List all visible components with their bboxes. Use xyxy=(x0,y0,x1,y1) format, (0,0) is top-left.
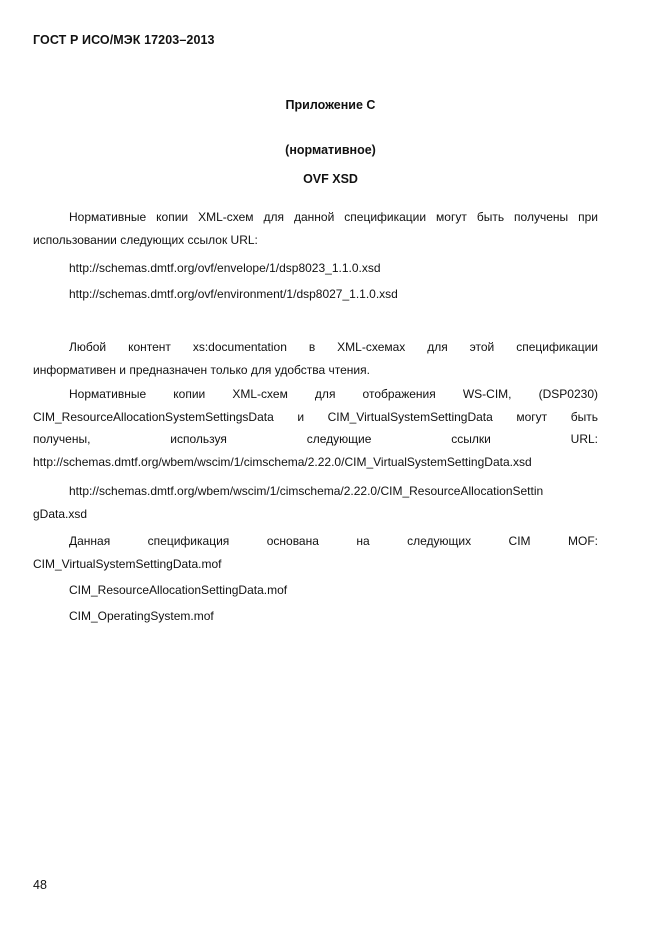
paragraph-1 xyxy=(33,206,598,251)
paragraph-3-line-3: получены, используя следующие ссылки URL: xyxy=(33,432,598,446)
appendix-heading: OVF XSD xyxy=(303,172,358,186)
paragraph-2 xyxy=(33,336,598,381)
url-resource-allocation-link-line-1[interactable]: http://schemas.dmtf.org/wbem/wscim/1/cimschema/2.22.0/CIM_ResourceAllocationSettin xyxy=(69,484,544,498)
paragraph-1-line-2: использовании следующих ссылок URL: xyxy=(33,232,258,247)
paragraph-4 xyxy=(33,480,598,525)
page-number: 48 xyxy=(33,878,47,892)
document-header: ГОСТ Р ИСО/МЭК 17203–2013 xyxy=(33,33,215,47)
url-virtual-system-link[interactable]: http://schemas.dmtf.org/wbem/wscim/1/cimschema/2.22.0/CIM_VirtualSystemSettingData.xsd xyxy=(33,454,532,469)
url-environment-link[interactable]: http://schemas.dmtf.org/ovf/environment/1/dsp8027_1.1.0.xsd xyxy=(69,287,398,301)
paragraph-5-line-2: CIM_VirtualSystemSettingData.mof xyxy=(33,556,222,571)
paragraph-2-line-1: Любой контент xs:documentation в XML-схемах для этой спецификации xyxy=(69,340,598,354)
mof-resource-allocation: CIM_ResourceAllocationSettingData.mof xyxy=(69,583,288,597)
appendix-title: Приложение С xyxy=(285,98,376,112)
url-envelope-link[interactable]: http://schemas.dmtf.org/ovf/envelope/1/dsp8023_1.1.0.xsd xyxy=(69,261,381,275)
paragraph-2-line-2: информативен и предназначен только для удобства чтения. xyxy=(33,362,370,377)
paragraph-3-line-2: CIM_ResourceAllocationSystemSettingsData и CIM_VirtualSystemSettingData могут быть xyxy=(33,409,598,424)
paragraph-3-line-1: Нормативные копии XML-схем для отображения WS-CIM, (DSP0230) xyxy=(69,387,598,401)
paragraph-5 xyxy=(33,530,598,575)
mof-operating-system: CIM_OperatingSystem.mof xyxy=(69,609,214,623)
paragraph-5-line-1: Данная спецификация основана на следующих CIM MOF: xyxy=(69,534,598,548)
url-resource-allocation-link-line-2[interactable]: gData.xsd xyxy=(33,506,88,521)
paragraph-3 xyxy=(33,383,598,473)
appendix-subtitle: (нормативное) xyxy=(285,143,376,157)
paragraph-1-line-1: Нормативные копии XML-схем для данной спецификации могут быть получены при xyxy=(69,210,598,224)
